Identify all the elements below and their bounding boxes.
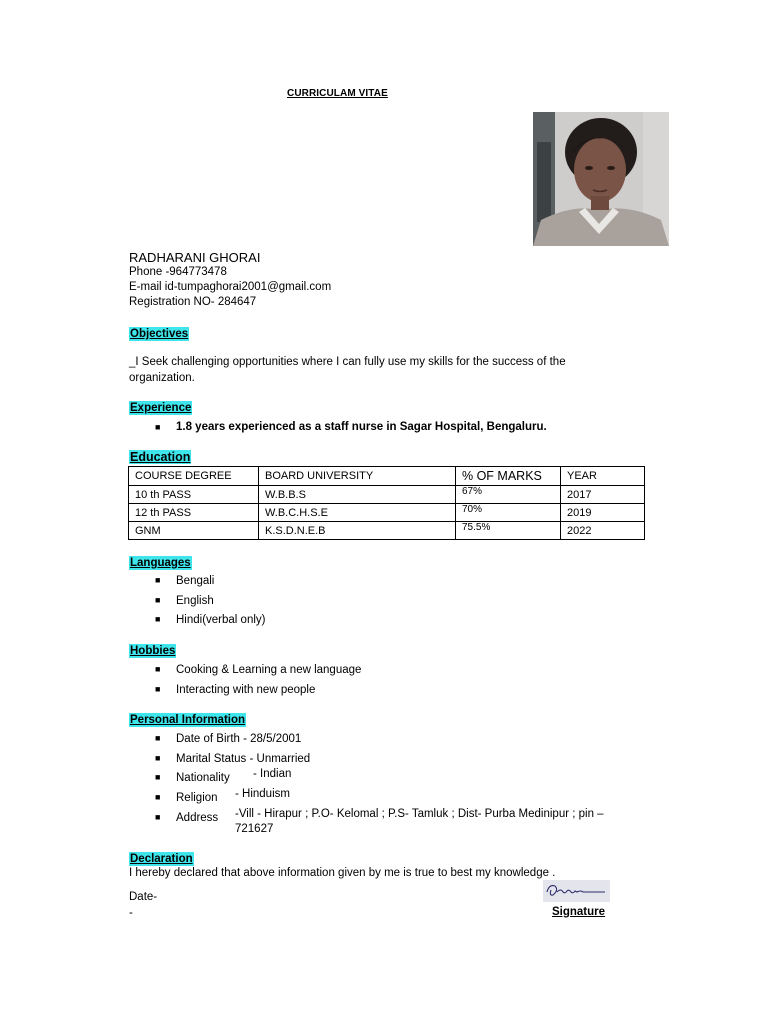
- signature-image: [543, 880, 610, 902]
- table-header-cell: % OF MARKS: [456, 467, 561, 486]
- table-cell: 75.5%: [456, 522, 561, 540]
- signature-label: Signature: [552, 906, 606, 918]
- table-cell: 12 th PASS: [129, 504, 259, 522]
- table-cell: W.B.C.H.S.E: [259, 504, 456, 522]
- document-title: CURRICULAM VITAE: [287, 88, 388, 99]
- education-table: [128, 466, 645, 540]
- declaration-text: I hereby declared that above information given by me is true to best my knowledge .: [129, 867, 556, 879]
- candidate-name: RADHARANI GHORAI: [129, 250, 261, 265]
- bullet-icon: ■: [155, 614, 161, 624]
- bullet-icon: ■: [155, 575, 161, 585]
- objectives-heading: Objectives: [130, 328, 189, 340]
- experience-item: 1.8 years experienced as a staff nurse in Sagar Hospital, Bengaluru.: [176, 421, 547, 433]
- table-cell: 2019: [561, 504, 645, 522]
- personal-info-heading: Personal Information: [130, 714, 246, 726]
- hobbies-heading: Hobbies: [130, 645, 176, 657]
- date-dash: -: [129, 907, 133, 919]
- table-cell: W.B.B.S: [259, 486, 456, 504]
- education-heading: Education: [130, 450, 191, 464]
- table-cell: GNM: [129, 522, 259, 540]
- table-header-cell: COURSE DEGREE: [129, 467, 259, 486]
- table-cell: 2022: [561, 522, 645, 540]
- signature-scribble: [543, 880, 610, 902]
- table-cell: 70%: [456, 504, 561, 522]
- bullet-icon: ■: [155, 792, 161, 802]
- table-header-row: [129, 467, 645, 486]
- email-text: E-mail id-tumpaghorai2001@gmail.com: [129, 281, 332, 293]
- language-item: Bengali: [176, 575, 215, 587]
- table-cell: 2017: [561, 486, 645, 504]
- language-item: English: [176, 595, 214, 607]
- table-row: [129, 486, 645, 504]
- registration-text: Registration NO- 284647: [129, 296, 257, 308]
- table-cell: K.S.D.N.E.B: [259, 522, 456, 540]
- bullet-icon: ■: [155, 422, 161, 432]
- table-row: [129, 522, 645, 540]
- address-value-line1: -Vill - Hirapur ; P.O- Kelomal ; P.S- Tamluk ; Dist- Purba Medinipur ; pin –: [235, 808, 604, 820]
- religion-value: - Hinduism: [235, 788, 290, 800]
- address-label: Address: [176, 812, 219, 824]
- nationality-value: - Indian: [253, 768, 292, 780]
- objectives-text: _I Seek challenging opportunities where I can fully use my skills for the success of the organization.: [129, 356, 566, 384]
- religion-label: Religion: [176, 792, 218, 804]
- declaration-heading: Declaration: [130, 853, 193, 865]
- experience-heading: Experience: [130, 402, 192, 414]
- profile-photo-image: [533, 112, 669, 246]
- bullet-icon: ■: [155, 772, 161, 782]
- bullet-icon: ■: [155, 684, 161, 694]
- bullet-icon: ■: [155, 812, 161, 822]
- nationality-label: Nationality: [176, 772, 230, 784]
- marital-status-text: Marital Status - Unmarried: [176, 753, 311, 765]
- address-value-line2: 721627: [235, 823, 274, 835]
- hobby-item: Interacting with new people: [176, 684, 316, 696]
- dob-text: Date of Birth - 28/5/2001: [176, 733, 302, 745]
- hobby-item: Cooking & Learning a new language: [176, 664, 362, 676]
- table-row: [129, 504, 645, 522]
- profile-photo: [533, 112, 669, 246]
- bullet-icon: ■: [155, 595, 161, 605]
- table-cell: 67%: [456, 486, 561, 504]
- table-cell: 10 th PASS: [129, 486, 259, 504]
- bullet-icon: ■: [155, 733, 161, 743]
- table-header-cell: YEAR: [561, 467, 645, 486]
- languages-heading: Languages: [130, 557, 191, 569]
- phone-text: Phone -964773478: [129, 266, 227, 278]
- date-label: Date-: [129, 891, 158, 903]
- bullet-icon: ■: [155, 753, 161, 763]
- table-header-cell: BOARD UNIVERSITY: [259, 467, 456, 486]
- bullet-icon: ■: [155, 664, 161, 674]
- language-item: Hindi(verbal only): [176, 614, 266, 626]
